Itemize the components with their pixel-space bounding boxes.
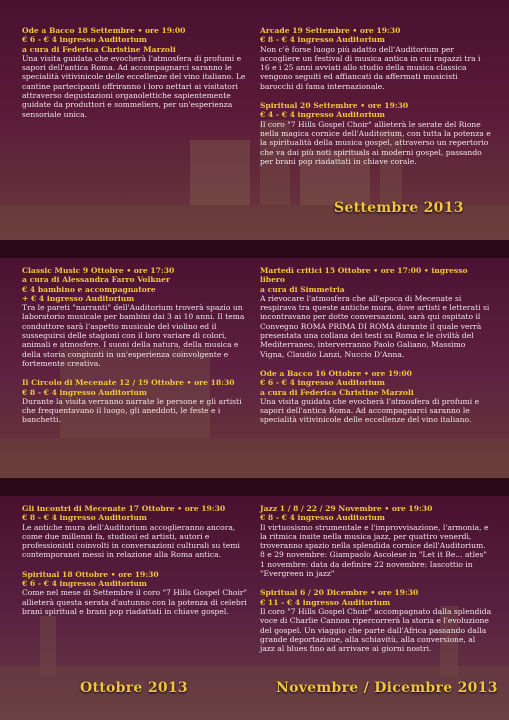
divider bbox=[0, 240, 509, 258]
event-title: Gli incontri di Mecenate 17 Ottobre • ore 19:30 bbox=[22, 504, 226, 513]
event-price: € 8 - € 4 ingresso Auditorium bbox=[22, 513, 147, 523]
event-price: € 8 - € 4 ingresso Auditorium bbox=[260, 513, 385, 523]
event bbox=[260, 101, 492, 166]
right-column bbox=[260, 26, 492, 176]
event-price: € 6 - € 4 ingresso Auditorium bbox=[260, 378, 385, 388]
month-label: Ottobre 2013 bbox=[80, 680, 188, 696]
event-description: Una visita guidata che evocherà l'atmosfera di profumi e sapori dell'antica Roma. Ad accompagnarci saranno le specialità vitivinicole delle eccellenze del vino italiano. bbox=[260, 396, 480, 425]
event-curator: a cura di Simmetria bbox=[260, 284, 345, 294]
event-price: € 4 - € 4 ingresso Auditorium bbox=[260, 110, 385, 120]
month-label: Novembre / Dicembre 2013 bbox=[276, 680, 498, 696]
left-column bbox=[22, 504, 254, 626]
event-curator: a cura di Alessandra Farro Volkner bbox=[22, 275, 170, 285]
event-price: € 8 - € 4 ingresso Auditorium bbox=[22, 387, 147, 397]
left-column bbox=[22, 266, 254, 435]
event-title: Ode a Bacco 18 Settembre • ore 19:00 bbox=[22, 26, 186, 35]
event-title: Spiritual 6 / 20 Dicembre • ore 19:30 bbox=[260, 588, 419, 598]
event-description: Il coro "7 Hills Gospel Choir" accompagnato dalla splendida voce di Charlie Cannon ripercorrerà la storia e l'evoluzione del gospel. Un viaggio che parte dall'Africa passando dalla grande deportazione, alla schiavitù, alla conversione, al jazz al blues fino ad arrivare ai giorni nostri. bbox=[260, 606, 492, 654]
event-description: Durante la visita verranno narrate le persone e gli artisti che frequentavano il luogo, gli aneddoti, le feste e i banchetti. bbox=[22, 396, 242, 425]
event-description: Tra le pareti "narranti" dell'Auditorium troverà spazio un laboratorio musicale per bambini dai 3 ai 10 anni. Il tema conduttore sarà l'aspetto musicale del violino ed il susseguirsi delle stagioni con il loro variare di colori, animali e atmosfere. I suoni della natura, della musica e della storia congiunti in un'esperienza coinvolgente e fortemente creativa. bbox=[22, 303, 245, 368]
event-title: Spiritual 20 Settembre • ore 19:30 bbox=[260, 101, 409, 111]
event bbox=[260, 588, 492, 653]
panel-ottobre bbox=[0, 258, 509, 478]
event-price: + € 4 ingresso Auditorium bbox=[22, 293, 135, 303]
event-price: € 4 bambino e accompagnatore bbox=[22, 284, 156, 294]
panel-ottobre-novembre-dicembre bbox=[0, 496, 509, 720]
divider bbox=[0, 478, 509, 496]
event-curator: a cura di Federica Christine Marzoli bbox=[22, 44, 176, 54]
event-description: Una visita guidata che evocherà l'atmosfera di profumi e sapori dell'antica Roma. Ad accompagnarci saranno le specialità vitivinicole delle eccellenze del vino italiano. Le cantine partecipanti offriranno i loro nettari ai visitatori attraverso degustazioni organolettiche sapientemente guidate da produttori e sommeliers, per un'esperienza sensoriale unica. bbox=[22, 53, 246, 119]
right-column bbox=[260, 504, 492, 663]
event-price: € 11 - € 4 ingresso Auditorium bbox=[260, 597, 391, 607]
event bbox=[260, 26, 492, 91]
event-title: Spiritual 18 Ottobre • ore 19:30 bbox=[22, 569, 159, 579]
panel-settembre bbox=[0, 0, 509, 240]
event-price: € 8 - € 4 ingresso Auditorium bbox=[260, 35, 385, 45]
event-title: Arcade 19 Settembre • ore 19:30 bbox=[260, 26, 401, 35]
event-description: Il coro "7 Hills Gospel Choir" allieterà le serate del Rione nella magica cornice dell'Auditorium, con tutta la potenza e la spiritualità della musica gospel, attraverso un repertorio che va dai più noti spirituals ai moderni gospel, passando per brani pop riadattati in chiave corale. bbox=[260, 119, 491, 166]
event-title: Jazz 1 / 8 / 22 / 29 Novembre • ore 19:30 bbox=[260, 504, 433, 513]
event bbox=[260, 369, 492, 425]
event bbox=[260, 266, 492, 359]
event bbox=[22, 504, 254, 560]
month-label: Settembre 2013 bbox=[334, 200, 464, 216]
event-description: Il virtuosismo strumentale e l'improvvisazione, l'armonia, e la ritmica insite nella musica jazz, per quattro venerdì, troveranno spazio nella splendida cornice dell'Auditorium. 8 e 29 novembre: Giampaolo Ascolese in "Let it Be... atles" 1 novembre: data da definire 22 novembre: Iascottio in "Evergreen in jazz" bbox=[260, 522, 489, 579]
event-price: € 6 - € 4 ingresso Auditorium bbox=[22, 579, 147, 589]
event-description: A rievocare l'atmosfera che all'epoca di Mecenate si respirava tra queste antiche mura, dove artisti e letterati si incontravano per dotte conversazioni, sarà qui ospitato il Convegno ROMA PRIMA DI ROMA durante il quale verrà presentata una collana dei testi su Roma e le civiltà del Mediterraneo, interverranno Paolo Galiano, Massimo Vigna, Claudio Lanzi, Nuccio D'Anna. bbox=[260, 293, 490, 359]
event bbox=[22, 570, 254, 616]
event-title: Martedì critici 15 Ottobre • ore 17:00 • ingresso libero bbox=[260, 266, 468, 285]
event bbox=[260, 504, 492, 578]
event-title: Il Circolo di Mecenate 12 / 19 Ottobre • ore 18:30 bbox=[22, 378, 235, 388]
event bbox=[22, 266, 254, 368]
event-description: Le antiche mura dell'Auditorium accoglieranno ancora, come due millenni fa, studiosi ed artisti, autori e professionisti coinvolti in conversazioni culturali su temi contemporanei messi in relazione alla Roma antica. bbox=[22, 522, 240, 560]
event-curator: a cura di Federica Christine Marzoli bbox=[260, 387, 414, 397]
event-title: Ode a Bacco 16 Ottobre • ore 19:00 bbox=[260, 368, 412, 378]
event-description: Come nel mese di Settembre il coro "7 Hills Gospel Choir" allieterà questa serata d'autunno con la potenza di celebri brani spiritual e brani pop riadattati in chiave gospel. bbox=[22, 588, 248, 616]
left-column bbox=[22, 26, 254, 129]
event-price: € 6 - € 4 ingresso Auditorium bbox=[22, 35, 147, 45]
event bbox=[22, 378, 254, 424]
event bbox=[22, 26, 254, 119]
right-column bbox=[260, 266, 492, 435]
event-description: Non c'è forse luogo più adatto dell'Auditorium per accogliere un festival di musica antica in cui ragazzi tra i 16 e i 25 anni avviati allo studio della musica classica vengono seguiti ed affiancati da affermati musicisti barocchi di fama internazionale. bbox=[260, 44, 481, 91]
event-title: Classic Music 9 Ottobre • ore 17:30 bbox=[22, 266, 175, 275]
